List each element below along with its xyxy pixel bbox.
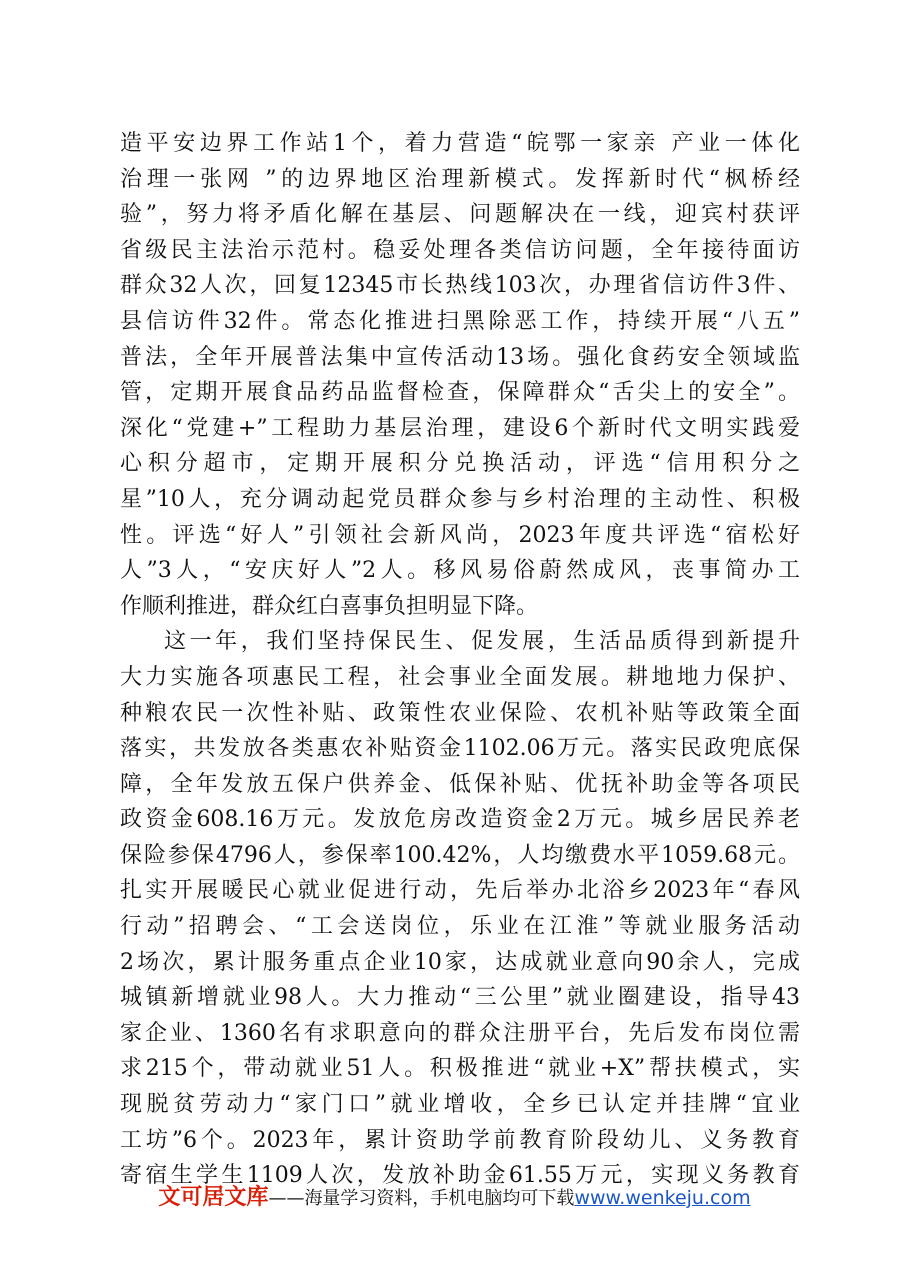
footer-banner — [0, 1180, 909, 1214]
text-line: 人”3人，“安庆好人”2人。移风易俗蔚然成风，丧事简办工 — [120, 558, 800, 584]
text-line: 造平安边界工作站1个，着力营造“皖鄂一家亲 产业一体化 — [120, 131, 800, 156]
text-line: 作顺利推进，群众红白喜事负担明显下降。 — [120, 593, 539, 619]
text-line: 县信访件32件。常态化推进扫黑除恶工作，持续开展“八五” — [120, 308, 800, 334]
text-line: 障，全年发放五保户供养金、低保补贴、优抚补助金等各项民 — [120, 771, 800, 797]
text-line: 管，定期开展食品药品监督检查，保障群众“舌尖上的安全”。 — [120, 380, 800, 406]
text-line: 种粮农民一次性补贴、政策性农业保险、农机补贴等政策全面 — [120, 700, 800, 726]
text-line: 寄宿生学生1109人次，发放补助金61.55万元，实现义务教育 — [120, 1163, 800, 1189]
text-line: 性。评选“好人”引领社会新风尚，2023年度共评选“宿松好 — [120, 522, 800, 548]
text-line: 扎实开展暖民心就业促进行动，先后举办北浴乡2023年“春风 — [120, 878, 800, 904]
text-line: 治理一张网 ”的边界地区治理新模式。发挥新时代“枫桥经 — [120, 166, 800, 192]
document-body — [120, 126, 800, 1194]
text-line: 求215个，带动就业51人。积极推进“就业+X”帮扶模式，实 — [120, 1056, 800, 1082]
paragraph-first-line: 这一年，我们坚持保民生、促发展，生活品质得到新提升 — [164, 629, 800, 655]
text-line: 验”，努力将矛盾化解在基层、问题解决在一线，迎宾村获评 — [120, 202, 800, 228]
text-line: 落实，共发放各类惠农补贴资金1102.06万元。落实民政兜底保 — [120, 736, 800, 762]
text-line: 深化“党建+”工程助力基层治理，建设6个新时代文明实践爱 — [120, 415, 800, 441]
text-line: 群众32人次，回复12345市长热线103次，办理省信访件3件、 — [120, 273, 800, 299]
brand-name: 文可居文库 — [158, 1185, 269, 1210]
text-line: 政资金608.16万元。发放危房改造资金2万元。城乡居民养老 — [120, 807, 800, 833]
text-line: 保险参保4796人，参保率100.42%，人均缴费水平1059.68元。 — [120, 842, 800, 868]
text-line: 大力实施各项惠民工程，社会事业全面发展。耕地地力保护、 — [120, 664, 800, 690]
text-line: 心积分超市，定期开展积分兑换活动，评选“信用积分之 — [120, 451, 800, 477]
text-line: 城镇新增就业98人。大力推动“三公里”就业圈建设，指导43 — [120, 985, 800, 1011]
footer-tagline: ——海量学习资料，手机电脑均可下载 — [268, 1188, 575, 1209]
text-line: 家企业、1360名有求职意向的群众注册平台，先后发布岗位需 — [120, 1020, 800, 1046]
text-line: 工坊”6个。2023年，累计资助学前教育阶段幼儿、义务教育 — [120, 1127, 800, 1153]
text-line: 星”10人，充分调动起党员群众参与乡村治理的主动性、积极 — [120, 486, 800, 512]
text-line: 2场次，累计服务重点企业10家，达成就业意向90余人，完成 — [120, 949, 800, 975]
website-link[interactable]: www.wenkeju.com — [574, 1187, 751, 1209]
text-line: 现脱贫劳动力“家门口”就业增收，全乡已认定并挂牌“宜业 — [120, 1092, 800, 1118]
text-line: 省级民主法治示范村。稳妥处理各类信访问题，全年接待面访 — [120, 237, 800, 263]
text-line: 行动”招聘会、“工会送岗位，乐业在江淮”等就业服务活动 — [120, 914, 800, 940]
text-line: 普法，全年开展普法集中宣传活动13场。强化食药安全领域监 — [120, 344, 800, 370]
